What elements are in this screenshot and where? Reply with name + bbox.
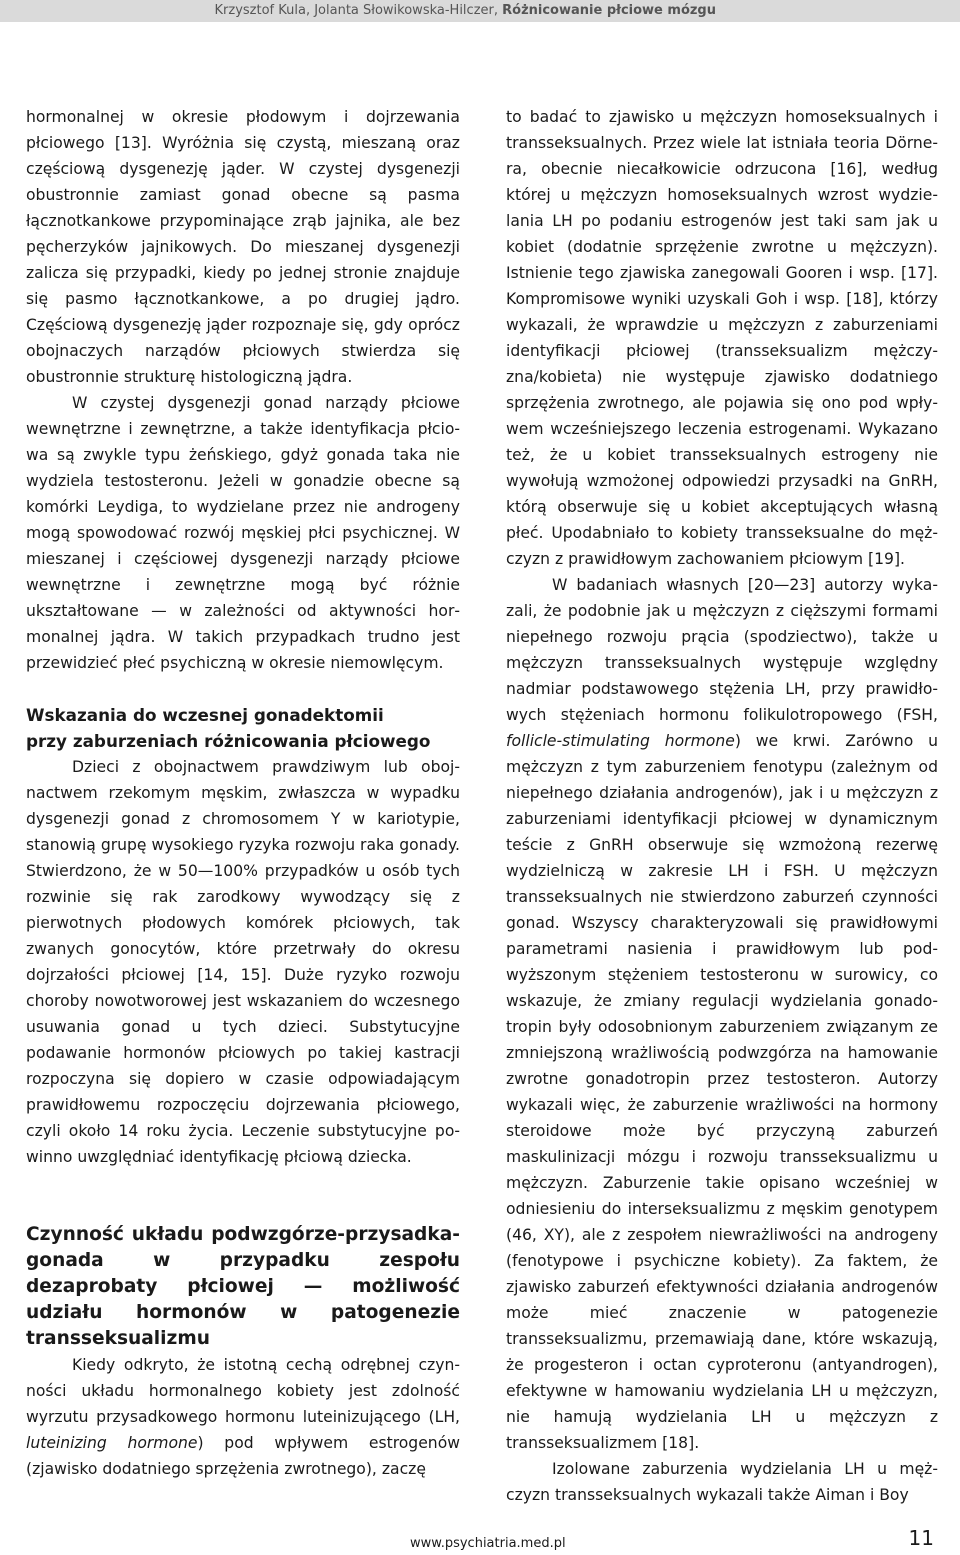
header-article-title: Różnicowanie płciowe mózgu [502,3,716,18]
right-paragraph-2-part-b: ) we krwi. Zarówno u mężczyzn z tym zaburzeniem fenotypu (zależnym od niepełnego działania androgenów), jak i u mężczyzn z zaburzeniami identyfikacji płciowej w dynamicznym teście z GnRH obserwuje się wzmożoną rezerwę wydzielniczą w zakresie LH i FSH. U mężczyzn transseksualnych nie stwierdzono zaburzeń czynności gonad. Wszyscy charakteryzowali się prawidłowymi parametrami nasienia i prawidłowym lub podwyższonym stężeniem testosteronu w surowicy, co wskazuje, że zmiany regulacji wydzielania gonadotropin były odosobnionym zaburzeniem związanym ze zmniejszoną wrażliwością podwzgórza na hamowanie zwrotne gonadotropin przez testosteron. Autorzy wykazali więc, że zaburzenie wrażliwości na hormony steroidowe może być przyczyną zaburzeń maskulinizacji mózgu i rozwoju transseksualizmu u mężczyzn. Zaburzenie takie opisano wcześniej w odniesieniu do interseksualizmu z męskim genotypem (46, XY), ale z zespołem niewrażliwości na androgeny (fenotypowe i psychiczne kobiety). Za faktem, że zjawisko zaburzeń efektywności działania androgenów może mieć znaczenie w patogenezie transseksualizmu, przemawiają dane, które wskazują, że progesteron i octan cyproteronu (antyandrogen), efektywne w hamowaniu wydzielania LH u mężczyzn, nie hamują wydzielania LH u mężczyzn z transseksualizmem [18]. [506,732,939,1452]
right-paragraph-3: Izolowane zaburzenia wydzielania LH u mężczyzn transseksualnych wykazali także Aiman i Boy [506,1460,938,1504]
footer-url[interactable]: www.psychiatria.med.pl [410,1536,566,1551]
header-authors: Krzysztof Kula, Jolanta Słowikowska-Hilczer, [214,3,503,18]
right-column [506,104,938,1508]
running-header [0,0,960,22]
left-paragraph-4-italic-term: luteinizing hormone [26,1434,198,1452]
left-column [26,104,460,1482]
section-heading-gonadectomy-line-2: przy zaburzeniach różnicowania płciowego [26,731,431,751]
right-paragraph-2-part-a: W badaniach własnych [20—23] autorzy wykazali, że podobnie jak u mężczyzn z cięższymi formami niepełnego rozwoju prącia (spodziectwo), także u mężczyzn transseksualnych występuje względny nadmiar podstawowego stężenia LH, przy prawidłowych stężeniach hormonu folikulotropowego (FSH, [506,576,938,724]
left-paragraph-4 [26,1352,460,1482]
left-paragraph-1: hormonalnej w okresie płodowym i dojrzewania płciowego [13]. Wyróżnia się czystą, mieszaną oraz częściową dysgenezję jąder. W czystej dysgenezji obustronnie zamiast gonad obecne są pasma łącznotkankowe przypominające zrąb jajnika, ale bez pęcherzyków jajnikowych. Do mieszanej dysgenezji zalicza się przypadki, kiedy po jednej stronie znajduje się pasmo łącznotkankowe, a po drugiej jądro. Częściową dysgenezję jąder rozpoznaje się, gdy oprócz obojnaczych narządów płciowych stwierdza się obustronnie strukturę histologiczną jądra. [26,108,460,386]
section-heading-gonadectomy [26,702,460,754]
right-paragraph-1: to badać to zjawisko u mężczyzn homoseksualnych i transseksualnych. Przez wiele lat istniała teoria Dörnera, obecnie niecałkowicie odrzucona [16], według której u mężczyzn homoseksualnych wzrost wydzielania LH po podaniu estrogenów jest taki sam jak u kobiet (dodatnie sprzężenie zwrotne u mężczyzn). Istnienie tego zjawiska zanegowali Gooren i wsp. [17]. Kompromisowe wyniki uzyskali Goh i wsp. [18], którzy wykazali, że wprawdzie u mężczyzn z zaburzeniami identyfikacji płciowej (transseksualizm mężczyzna/kobieta) nie występuje zjawisko dodatniego sprzężenia zwrotnego, ale pojawia się ono pod wpływem wcześniejszego leczenia estrogenami. Wykazano też, że u kobiet transseksualnych estrogeny nie wywołują wzmożonej odpowiedzi przysadki na GnRH, którą obserwuje się u kobiet akceptujących własną płeć. Upodabniało to kobiety transseksualne do mężczyzn z prawidłowym zachowaniem płciowym [19]. [506,108,938,568]
left-paragraph-4-part-a: Kiedy odkryto, że istotną cechą odrębnej czynności układu hormonalnego kobiety jest zdolność wyrzutu przysadkowego hormonu luteinizującego (LH, [26,1356,460,1426]
section-heading-transsexualism: Czynność układu podwzgórze-przysadka-gonada w przypadku zespołu dezaprobaty płciowej — możliwość udziału hormonów w patogenezie transseksualizmu [26,1224,460,1349]
section-heading-gonadectomy-line-1: Wskazania do wczesnej gonadektomii [26,705,384,725]
left-paragraph-2: W czystej dysgenezji gonad narządy płciowe wewnętrzne i zewnętrzne, a także identyfikacja płciowa są zwykle typu żeńskiego, gdyż gonada taka nie wydziela testosteronu. Jeżeli w gonadzie obecne są komórki Leydiga, to wydzielane przez nie androgeny mogą spowodować rozwój męskiej płci psychicznej. W mieszanej i częściowej dysgenezji narządy płciowe wewnętrzne i zewnętrzne mogą być różnie ukształtowane — w zależności od aktywności hormonalnej jądra. W takich przypadkach trudno jest przewidzieć płeć psychiczną w okresie niemowlęcym. [26,394,460,672]
right-paragraph-2 [506,572,938,1456]
page-number: 11 [908,1526,934,1550]
left-paragraph-3: Dzieci z obojnactwem prawdziwym lub obojnactwem rzekomym męskim, zwłaszcza w wypadku dysgenezji gonad z chromosomem Y w kariotypie, stanowią grupę wysokiego ryzyka rozwoju raka gonady. Stwierdzono, że w 50—100% przypadków u osób tych rozwinie się rak zarodkowy wywodzący się z pierwotnych płodowych komórek płciowych, tak zwanych gonocytów, które przetrwały do okresu dojrzałości płciowej [14, 15]. Duże ryzyko rozwoju choroby nowotworowej jest wskazaniem do wczesnego usuwania gonad u tych dzieci. Substytucyjne podawanie hormonów płciowych po takiej kastracji rozpoczyna się dopiero w czasie odpowiadającym prawidłowemu rozpoczęciu dojrzewania płciowego, czyli około 14 roku życia. Leczenie substytucyjne powinno uwzględniać identyfikację płciową dziecka. [26,758,461,1166]
right-paragraph-2-italic-term: follicle-stimulating hormone [506,732,735,750]
left-paragraph-4-part-b: ) pod wpływem estrogenów (zjawisko dodatniego sprzężenia zwrotnego), zaczę [26,1434,460,1478]
